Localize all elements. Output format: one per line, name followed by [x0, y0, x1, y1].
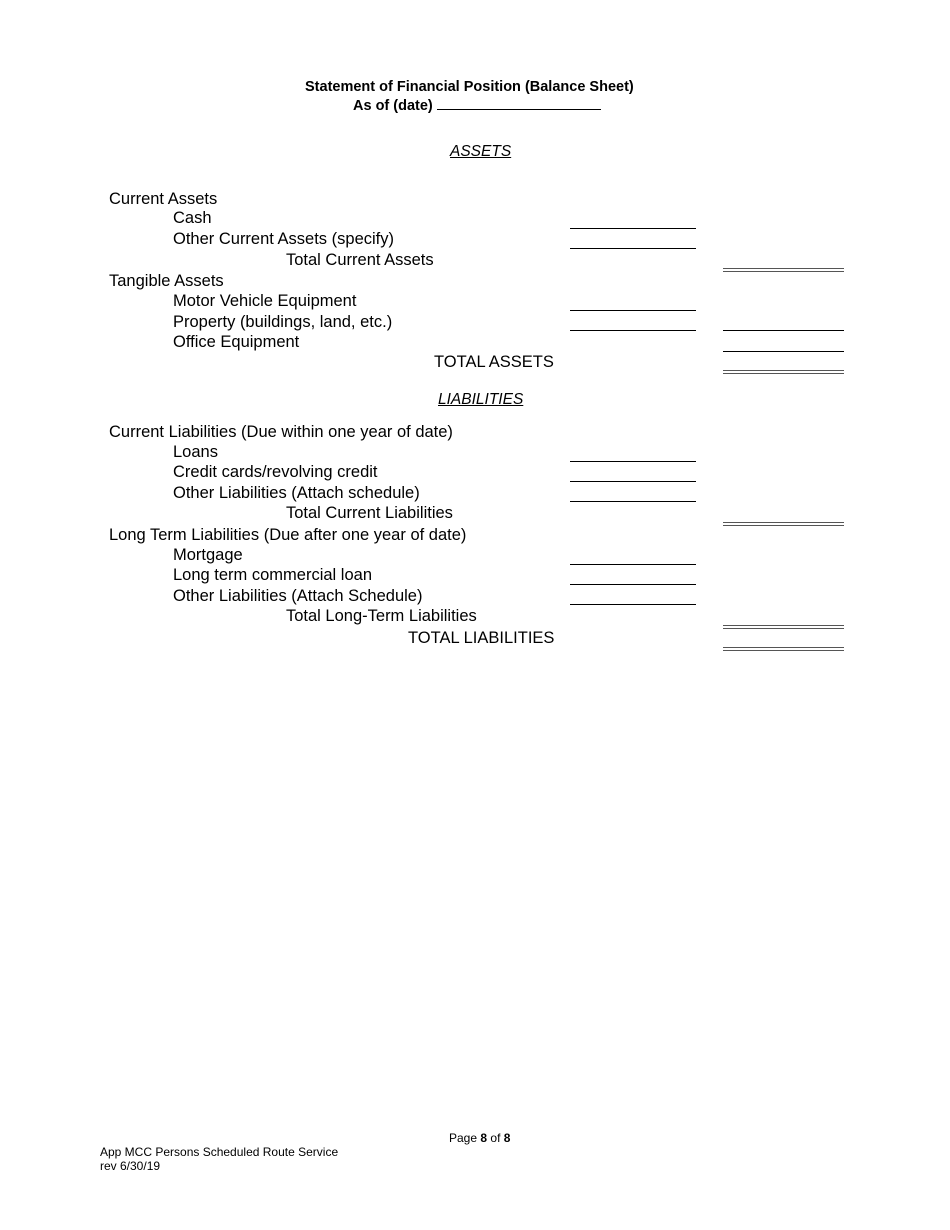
total-liabilities-amount-line[interactable]: [723, 647, 844, 651]
as-of-date-label: As of (date): [353, 98, 433, 114]
total-current-liabilities-amount-line[interactable]: [723, 522, 844, 526]
page-total: 8: [503, 1131, 511, 1145]
total-current-liabilities-label: Total Current Liabilities: [286, 504, 453, 522]
cash-amount-line[interactable]: [570, 228, 696, 229]
other-current-assets-label: Other Current Assets (specify): [173, 230, 394, 248]
total-current-assets-label: Total Current Assets: [286, 251, 434, 269]
total-assets-label: TOTAL ASSETS: [434, 353, 554, 371]
property-label: Property (buildings, land, etc.): [173, 313, 393, 331]
property-total-line[interactable]: [723, 330, 844, 331]
page-of: of: [490, 1131, 501, 1145]
total-current-assets-amount-line[interactable]: [723, 268, 844, 272]
as-of-date: [353, 97, 601, 114]
total-assets-amount-line[interactable]: [723, 370, 844, 374]
current-liabilities-label: Current Liabilities (Due within one year of date): [109, 423, 453, 441]
other-liabilities-amount-line[interactable]: [570, 501, 696, 502]
credit-cards-amount-line[interactable]: [570, 481, 696, 482]
credit-cards-label: Credit cards/revolving credit: [173, 463, 378, 481]
loans-amount-line[interactable]: [570, 461, 696, 462]
cash-label: Cash: [173, 209, 212, 227]
mortgage-label: Mortgage: [173, 546, 243, 564]
page-prefix: Page: [449, 1131, 478, 1145]
total-long-term-liabilities-label: Total Long-Term Liabilities: [286, 607, 477, 625]
property-amount-line[interactable]: [570, 330, 696, 331]
assets-heading: ASSETS: [450, 143, 512, 160]
long-term-liabilities-label: Long Term Liabilities (Due after one year of date): [109, 526, 467, 544]
long-term-loan-amount-line[interactable]: [570, 584, 696, 585]
current-assets-label: Current Assets: [109, 190, 218, 208]
total-liabilities-label: TOTAL LIABILITIES: [408, 629, 555, 647]
liabilities-heading: LIABILITIES: [438, 391, 524, 408]
office-equipment-total-line[interactable]: [723, 351, 844, 352]
mortgage-amount-line[interactable]: [570, 564, 696, 565]
other-liabilities-label: Other Liabilities (Attach schedule): [173, 484, 420, 502]
form-name: App MCC Persons Scheduled Route Service: [100, 1145, 339, 1159]
page-number: [449, 1131, 510, 1145]
other-current-assets-amount-line[interactable]: [570, 248, 696, 249]
other-liabilities-lt-label: Other Liabilities (Attach Schedule): [173, 587, 423, 605]
document-title: Statement of Financial Position (Balance Sheet): [305, 79, 634, 95]
other-liabilities-lt-amount-line[interactable]: [570, 604, 696, 605]
total-long-term-liabilities-amount-line[interactable]: [723, 625, 844, 629]
date-field[interactable]: [437, 97, 601, 110]
motor-vehicle-label: Motor Vehicle Equipment: [173, 292, 357, 310]
motor-vehicle-amount-line[interactable]: [570, 310, 696, 311]
long-term-loan-label: Long term commercial loan: [173, 566, 372, 584]
revision-date: rev 6/30/19: [100, 1159, 161, 1173]
loans-label: Loans: [173, 443, 218, 461]
office-equipment-label: Office Equipment: [173, 333, 300, 351]
page-current: 8: [480, 1131, 488, 1145]
tangible-assets-label: Tangible Assets: [109, 272, 224, 290]
